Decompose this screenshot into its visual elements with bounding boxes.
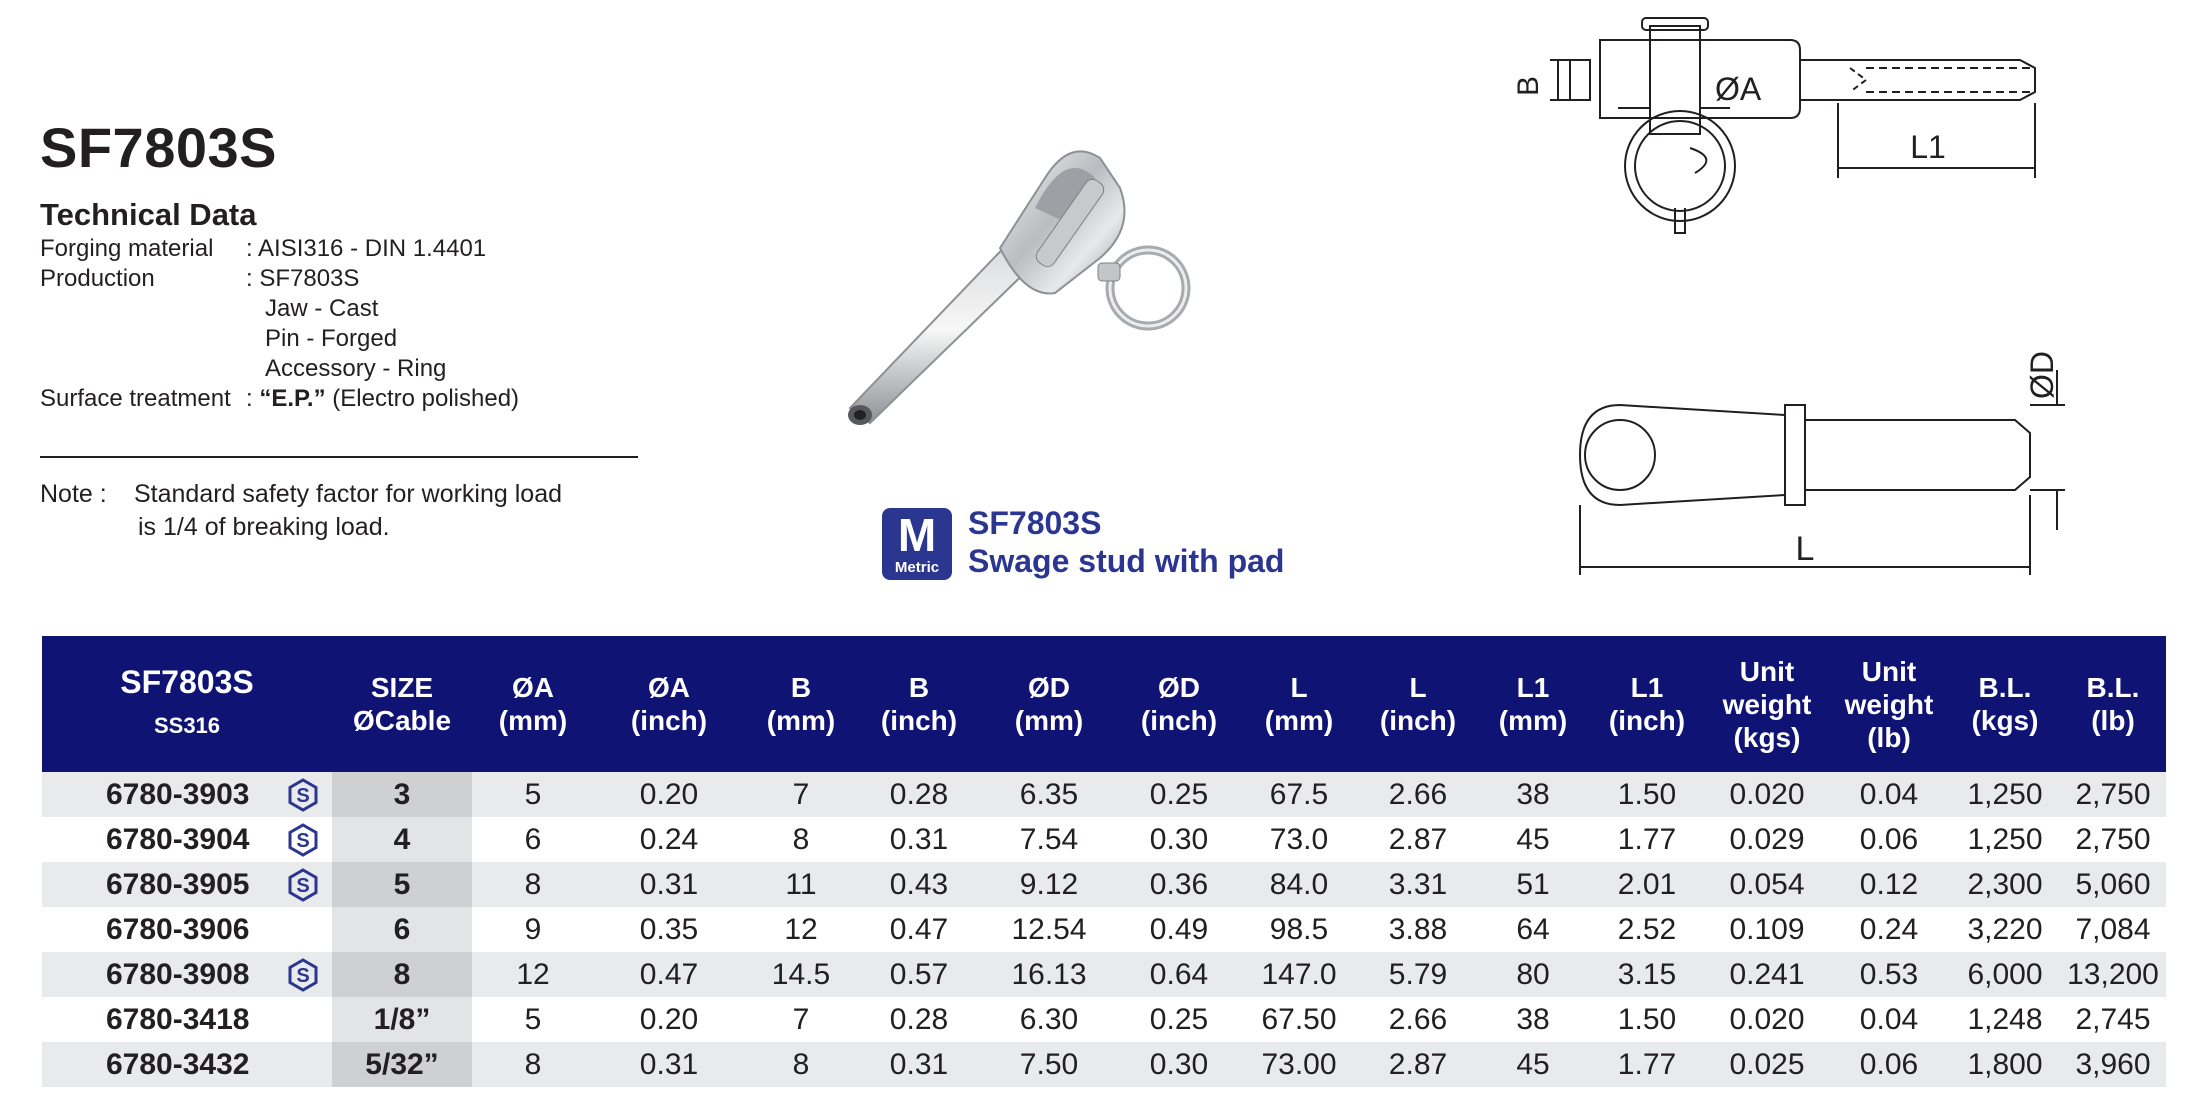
value-cell: 0.06 <box>1828 1042 1950 1087</box>
value-cell: 8 <box>744 817 858 862</box>
value-cell: 0.31 <box>858 817 980 862</box>
label-l1: L1 <box>1910 129 1946 165</box>
spec-table <box>42 636 2166 1087</box>
size-cell: 5/32” <box>332 1042 472 1087</box>
value-cell: 0.24 <box>594 817 744 862</box>
value-cell: 0.28 <box>858 997 980 1042</box>
column-header <box>1478 636 1588 772</box>
part-number-cell <box>42 772 332 817</box>
table-row <box>42 772 2166 817</box>
value-cell: 7 <box>744 997 858 1042</box>
value-cell: 0.109 <box>1706 907 1828 952</box>
size-cell: 6 <box>332 907 472 952</box>
svg-text:S: S <box>296 965 310 987</box>
value-cell: 0.25 <box>1118 772 1240 817</box>
table-row <box>42 907 2166 952</box>
column-header <box>1706 636 1828 772</box>
size-cell: 3 <box>332 772 472 817</box>
table-row <box>42 997 2166 1042</box>
value-cell: 11 <box>744 862 858 907</box>
value-cell: 12 <box>744 907 858 952</box>
column-header-line: (inch) <box>1140 705 1218 736</box>
value-cell: 51 <box>1478 862 1588 907</box>
size-cell: 4 <box>332 817 472 862</box>
safety-note <box>40 478 562 544</box>
value-cell: 73.00 <box>1240 1042 1358 1087</box>
stock-s-icon <box>286 778 320 812</box>
value-cell: 3,960 <box>2060 1042 2166 1087</box>
spec-label: Production <box>40 265 155 292</box>
value-cell: 2.52 <box>1588 907 1706 952</box>
value-cell: 1.77 <box>1588 817 1706 862</box>
part-number: 6780-3904 <box>106 822 250 856</box>
value-cell: 73.0 <box>1240 817 1358 862</box>
surface-ep: “E.P.” <box>259 385 326 412</box>
value-cell: 1,250 <box>1950 772 2060 817</box>
value-cell: 6.35 <box>980 772 1118 817</box>
column-header-line: (mm) <box>1014 705 1084 736</box>
value-cell: 5.79 <box>1358 952 1478 997</box>
value-cell: 13,200 <box>2060 952 2166 997</box>
column-header-line: (inch) <box>1608 705 1686 736</box>
value-cell: 0.64 <box>1118 952 1240 997</box>
column-header-line: B <box>908 672 930 703</box>
column-header-line: (inch) <box>880 705 958 736</box>
table-row <box>42 817 2166 862</box>
column-header-line: weight <box>1722 688 1812 720</box>
column-header-line: (kgs) <box>1971 705 2039 736</box>
label-a: ØA <box>1715 71 1762 107</box>
column-header-line: (inch) <box>630 705 708 736</box>
value-cell: 5,060 <box>2060 862 2166 907</box>
part-number-cell <box>42 817 332 862</box>
column-header-line: (inch) <box>1379 705 1457 736</box>
column-header-line: (lb) <box>2091 705 2135 736</box>
value-cell: 0.49 <box>1118 907 1240 952</box>
column-header-line: ØCable <box>352 705 452 736</box>
value-cell: 0.04 <box>1828 772 1950 817</box>
label-d: ØD <box>2024 351 2060 399</box>
column-header-line: (mm) <box>498 705 568 736</box>
part-number-cell <box>42 952 332 997</box>
caption-description: Swage stud with pad <box>968 543 1285 579</box>
value-cell: 12.54 <box>980 907 1118 952</box>
value-cell: 0.47 <box>858 907 980 952</box>
table-row <box>42 1042 2166 1087</box>
column-header-line: B.L. <box>1978 672 2032 703</box>
value-cell: 98.5 <box>1240 907 1358 952</box>
size-cell: 5 <box>332 862 472 907</box>
value-cell: 67.50 <box>1240 997 1358 1042</box>
value-cell: 0.20 <box>594 772 744 817</box>
drawing-top-view <box>1490 8 2050 308</box>
value-cell: 6,000 <box>1950 952 2060 997</box>
svg-text:S: S <box>296 875 310 897</box>
value-cell: 5 <box>472 772 594 817</box>
value-cell: 0.57 <box>858 952 980 997</box>
column-header <box>1358 636 1478 772</box>
header-model: SF7803S <box>120 664 254 700</box>
value-cell: 45 <box>1478 1042 1588 1087</box>
value-cell: 7.50 <box>980 1042 1118 1087</box>
spec-production <box>40 264 359 294</box>
value-cell: 84.0 <box>1240 862 1358 907</box>
table-row <box>42 862 2166 907</box>
value-cell: 64 <box>1478 907 1588 952</box>
value-cell: 0.054 <box>1706 862 1828 907</box>
part-number: 6780-3418 <box>106 1002 250 1036</box>
caption-code: SF7803S <box>968 505 1102 541</box>
value-cell: 9.12 <box>980 862 1118 907</box>
note-label: Note : <box>40 480 107 508</box>
model-title: SF7803S <box>40 116 277 179</box>
part-number-cell <box>42 1042 332 1087</box>
value-cell: 2,300 <box>1950 862 2060 907</box>
value-cell: 2.01 <box>1588 862 1706 907</box>
value-cell: 1.77 <box>1588 1042 1706 1087</box>
column-header-line: SIZE <box>370 672 434 703</box>
value-cell: 0.31 <box>594 862 744 907</box>
stock-s-icon <box>286 823 320 857</box>
spec-label: Surface treatment <box>40 385 231 412</box>
value-cell: 9 <box>472 907 594 952</box>
column-header-line: B <box>790 672 812 703</box>
spec-value: : AISI316 - DIN 1.4401 <box>246 235 487 262</box>
column-header-line: (mm) <box>766 705 836 736</box>
column-header <box>1588 636 1706 772</box>
stock-s-icon <box>286 868 320 902</box>
spec-value: : SF7803S <box>246 265 360 292</box>
value-cell: 12 <box>472 952 594 997</box>
spec-colon: : <box>246 385 260 412</box>
column-header <box>858 636 980 772</box>
value-cell: 2,750 <box>2060 817 2166 862</box>
column-header-line: L <box>1290 672 1308 703</box>
value-cell: 0.31 <box>858 1042 980 1087</box>
drawing-side-view <box>1560 345 2080 585</box>
part-number-cell <box>42 862 332 907</box>
column-header-line: ØA <box>512 672 554 703</box>
value-cell: 0.025 <box>1706 1042 1828 1087</box>
value-cell: 0.31 <box>594 1042 744 1087</box>
value-cell: 8 <box>472 1042 594 1087</box>
value-cell: 0.30 <box>1118 1042 1240 1087</box>
size-cell: 1/8” <box>332 997 472 1042</box>
spec-label: Forging material <box>40 235 214 262</box>
column-header-line: weight <box>1844 688 1934 720</box>
value-cell: 80 <box>1478 952 1588 997</box>
column-header-line: (mm) <box>1264 705 1334 736</box>
value-cell: 0.12 <box>1828 862 1950 907</box>
value-cell: 6.30 <box>980 997 1118 1042</box>
note-line-1: Standard safety factor for working load <box>134 480 563 508</box>
value-cell: 16.13 <box>980 952 1118 997</box>
value-cell: 0.53 <box>1828 952 1950 997</box>
column-header-line: B.L. <box>2086 672 2140 703</box>
value-cell: 7.54 <box>980 817 1118 862</box>
value-cell: 0.020 <box>1706 997 1828 1042</box>
column-header-line: ØD <box>1028 672 1070 703</box>
value-cell: 38 <box>1478 772 1588 817</box>
part-number-cell <box>42 907 332 952</box>
stock-s-icon <box>286 958 320 992</box>
column-header-line: (lb) <box>1867 721 1911 753</box>
value-cell: 0.36 <box>1118 862 1240 907</box>
part-number: 6780-3908 <box>106 957 250 991</box>
value-cell: 0.35 <box>594 907 744 952</box>
size-cell: 8 <box>332 952 472 997</box>
column-header <box>744 636 858 772</box>
metric-badge-letter: M <box>897 509 937 561</box>
column-header-line: L1 <box>1516 672 1550 703</box>
part-number: 6780-3906 <box>106 912 250 946</box>
column-header-line: ØD <box>1158 672 1200 703</box>
value-cell: 0.04 <box>1828 997 1950 1042</box>
value-cell: 3.88 <box>1358 907 1478 952</box>
label-l: L <box>1795 530 1815 568</box>
column-header <box>472 636 594 772</box>
value-cell: 0.43 <box>858 862 980 907</box>
value-cell: 147.0 <box>1240 952 1358 997</box>
value-cell: 2.66 <box>1358 772 1478 817</box>
column-header-line: L <box>1409 672 1427 703</box>
table-row <box>42 952 2166 997</box>
value-cell: 1,248 <box>1950 997 2060 1042</box>
production-line-pin: Pin - Forged <box>265 325 398 352</box>
value-cell: 7,084 <box>2060 907 2166 952</box>
column-header-line: (mm) <box>1498 705 1568 736</box>
column-header <box>1118 636 1240 772</box>
surface-rest: (Electro polished) <box>325 385 520 412</box>
column-header <box>2060 636 2166 772</box>
part-number-cell <box>42 997 332 1042</box>
column-header-line: ØA <box>648 672 690 703</box>
value-cell: 2,750 <box>2060 772 2166 817</box>
column-header <box>1828 636 1950 772</box>
header-material: SS316 <box>153 713 221 738</box>
value-cell: 3.15 <box>1588 952 1706 997</box>
table-header-row <box>42 636 2166 772</box>
value-cell: 5 <box>472 997 594 1042</box>
value-cell: 1,800 <box>1950 1042 2060 1087</box>
metric-badge-text: Metric <box>894 559 940 576</box>
column-header-line: Unit <box>1739 655 1795 687</box>
value-cell: 8 <box>744 1042 858 1087</box>
technical-data-heading: Technical Data <box>40 197 257 232</box>
part-number: 6780-3905 <box>106 867 250 901</box>
spec-forging-material <box>40 234 486 264</box>
value-cell: 2,745 <box>2060 997 2166 1042</box>
svg-text:S: S <box>296 830 310 852</box>
column-header-part <box>42 636 332 772</box>
spec-surface-treatment <box>40 384 519 414</box>
value-cell: 2.66 <box>1358 997 1478 1042</box>
column-header-line: Unit <box>1861 655 1917 687</box>
value-cell: 8 <box>472 862 594 907</box>
value-cell: 1.50 <box>1588 772 1706 817</box>
value-cell: 1,250 <box>1950 817 2060 862</box>
value-cell: 2.87 <box>1358 817 1478 862</box>
value-cell: 14.5 <box>744 952 858 997</box>
value-cell: 0.06 <box>1828 817 1950 862</box>
note-line-2: is 1/4 of breaking load. <box>138 513 390 541</box>
value-cell: 0.25 <box>1118 997 1240 1042</box>
part-number: 6780-3903 <box>106 777 250 811</box>
column-header <box>1950 636 2060 772</box>
value-cell: 0.020 <box>1706 772 1828 817</box>
svg-text:S: S <box>296 785 310 807</box>
divider <box>40 456 638 458</box>
column-header-line: L1 <box>1630 672 1664 703</box>
value-cell: 0.029 <box>1706 817 1828 862</box>
value-cell: 3,220 <box>1950 907 2060 952</box>
value-cell: 0.20 <box>594 997 744 1042</box>
value-cell: 0.24 <box>1828 907 1950 952</box>
value-cell: 7 <box>744 772 858 817</box>
value-cell: 3.31 <box>1358 862 1478 907</box>
value-cell: 0.241 <box>1706 952 1828 997</box>
column-header <box>594 636 744 772</box>
value-cell: 0.30 <box>1118 817 1240 862</box>
value-cell: 0.47 <box>594 952 744 997</box>
production-line-accessory: Accessory - Ring <box>265 355 447 382</box>
value-cell: 1.50 <box>1588 997 1706 1042</box>
column-header-line: (kgs) <box>1733 721 1801 753</box>
production-line-jaw: Jaw - Cast <box>265 295 379 322</box>
metric-badge <box>882 508 952 580</box>
value-cell: 38 <box>1478 997 1588 1042</box>
label-b: B <box>1512 75 1545 97</box>
value-cell: 67.5 <box>1240 772 1358 817</box>
value-cell: 6 <box>472 817 594 862</box>
value-cell: 0.28 <box>858 772 980 817</box>
column-header <box>332 636 472 772</box>
value-cell: 45 <box>1478 817 1588 862</box>
part-number: 6780-3432 <box>106 1047 250 1081</box>
column-header <box>980 636 1118 772</box>
value-cell: 2.87 <box>1358 1042 1478 1087</box>
column-header <box>1240 636 1358 772</box>
product-photo <box>830 118 1310 458</box>
